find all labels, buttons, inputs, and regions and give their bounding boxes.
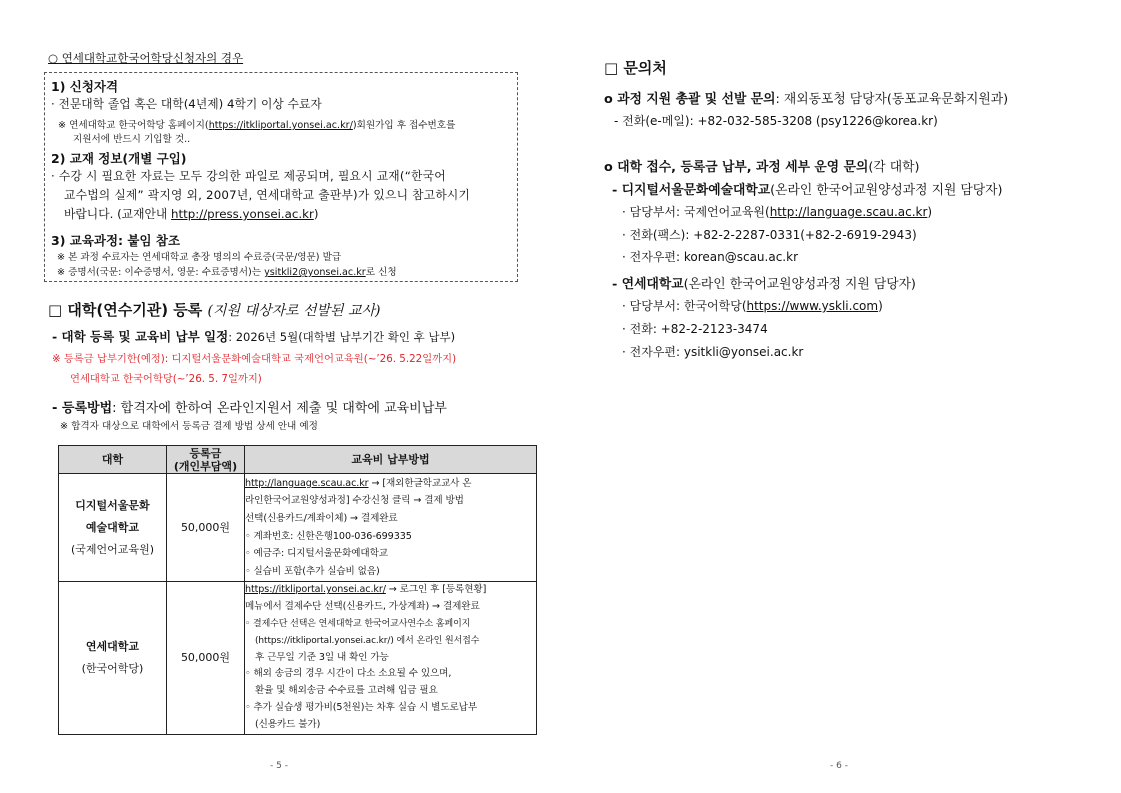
header-fee	[167, 446, 245, 474]
s1-title: 1) 신청자격	[51, 79, 119, 94]
s3-line-2a: ※ 증명서(국문: 이수증명서, 영문: 수료증명서)는	[57, 267, 265, 278]
header-univ: 대학	[59, 446, 167, 474]
contact-heading: □ 문의처	[604, 59, 667, 77]
yonsei-dept	[622, 297, 883, 314]
scau-name: - 디지털서울문화예술대학교	[612, 183, 771, 198]
header-fee-1: 등록금	[189, 446, 222, 460]
scau-dept-link[interactable]: http://language.scau.ac.kr	[769, 205, 928, 219]
method-text: ◦ 결제수단 선택은 연세대학교 한국어교사연수소 홈페이지	[245, 619, 471, 629]
scau-dept-b: )	[927, 205, 933, 219]
scau-role: (온라인 한국어교원양성과정 지원 담당자)	[770, 183, 1003, 198]
s2-line-3b: )	[313, 207, 319, 221]
reg-method-value: : 합격자에 한하여 온라인지원서 제출 및 대학에 교육비납부	[112, 401, 447, 416]
univ-cell	[59, 474, 167, 582]
method-text: ◦ 추가 실습생 평가비(5천원)는 차후 실습 시 별도로납부	[245, 701, 478, 713]
s3-line-1: ※ 본 과정 수료자는 연세대학교 총장 명의의 수료증(국문/영문) 발급	[57, 252, 342, 263]
case-heading: ○ 연세대학교한국어학당신청자의 경우	[48, 51, 244, 65]
yonsei-contact	[612, 273, 916, 292]
deadline-line-2: 연세대학교 한국어학당(~’26. 5. 7일까지)	[70, 373, 262, 385]
yonsei-email: · 전자우편: ysitkli@yonsei.ac.kr	[622, 345, 804, 359]
table-row	[59, 582, 537, 735]
yonsei-phone: · 전화: +82-2-2123-3474	[622, 322, 768, 336]
s2-line-1: · 수강 시 필요한 자료는 모두 강의한 파일로 제공되며, 필요시 교재(“한국어	[51, 169, 446, 183]
method-cell	[245, 474, 537, 582]
s2-line-3a: 바랍니다. (교재안내	[64, 207, 172, 221]
yonsei-dept-a: · 담당부서: 한국어학당(	[622, 299, 747, 313]
s1-note-b: )회원가입 후 접수번호를	[352, 120, 456, 131]
reg-heading-text: □ 대학(연수기관) 등록	[48, 301, 203, 319]
univ-name-1: 디지털서울문화	[75, 498, 150, 512]
q2	[604, 156, 919, 175]
page-number-right: - 6 -	[830, 761, 848, 771]
page-number-left: - 5 -	[270, 761, 288, 771]
univ-cell	[59, 582, 167, 735]
q1-contact: - 전화(e-메일): +82-032-585-3208 (psy1226@korea.kr)	[614, 114, 938, 128]
reg-heading-note: (지원 대상자로 선발된 교사)	[207, 303, 381, 319]
reg-schedule-value: : 2026년 5월(대학별 납부기간 확인 후 납부)	[228, 330, 456, 344]
reg-method-label: - 등록방법	[52, 401, 113, 416]
yonsei-dept-b: )	[878, 299, 883, 313]
s1-text: · 전문대학 졸업 혹은 대학(4년제) 4학기 이상 수료자	[51, 97, 322, 111]
q2-label: o 대학 접수, 등록금 납부, 과정 세부 운영 문의	[604, 160, 869, 175]
method-text: 후 근무일 기준 3일 내 확인 가능	[255, 651, 389, 663]
method-text: → [재외한글학교교사 온	[368, 477, 472, 489]
s2-title: 2) 교재 정보(개별 구입)	[51, 151, 187, 166]
univ-name-2: 예술대학교	[85, 520, 140, 534]
s1-note-a: ※ 연세대학교 한국어학당 홈페이지(	[58, 120, 209, 131]
practice-fee-note: ◦ 실습비 포함(추가 실습비 없음)	[245, 565, 380, 577]
fee-table	[58, 445, 537, 735]
reg-method-note: ※ 합격자 대상으로 대학에서 등록금 결제 방법 상세 안내 예정	[60, 421, 318, 432]
scau-dept	[622, 203, 932, 220]
scau-contact	[612, 179, 1002, 198]
reg-heading	[48, 299, 381, 320]
account-number: ◦ 계좌번호: 신한은행100-036-699335	[245, 530, 412, 542]
fee-cell: 50,000원	[167, 474, 245, 582]
table-row	[59, 474, 537, 582]
method-text: → 로그인 후 [등록현황]	[385, 584, 487, 596]
s2-line-3	[64, 205, 318, 222]
reg-schedule	[52, 327, 455, 345]
deadline-line-1: ※ 등록금 납부기한(예정): 디지털서울문화예술대학교 국제언어교육원(~’26. 5.22일까지)	[52, 353, 457, 365]
univ-sub: (국제언어교육원)	[71, 542, 154, 556]
s3-line-2b: 로 신청	[365, 267, 397, 278]
univ-sub: (한국어학당)	[81, 662, 144, 675]
reg-method	[52, 397, 447, 416]
yonsei-portal-link[interactable]: https://itkliportal.yonsei.ac.kr/	[208, 120, 353, 131]
yonsei-role: (온라인 한국어교원양성과정 지원 담당자)	[683, 277, 916, 292]
method-text: (신용카드 불가)	[255, 718, 321, 730]
scau-language-link[interactable]: http://language.scau.ac.kr	[245, 477, 369, 489]
yonsei-portal-link-2[interactable]: https://itkliportal.yonsei.ac.kr/	[245, 584, 386, 596]
scau-dept-a: · 담당부서: 국제언어교육원(	[622, 205, 770, 219]
scau-email: · 전자우편: korean@scau.ac.kr	[622, 250, 799, 264]
method-cell	[245, 582, 537, 735]
s3-line-2	[57, 264, 397, 278]
method-text: 선택(신용카드/계좌이체) → 결제완료	[245, 512, 398, 524]
method-text: 환율 및 해외송금 수수료를 고려해 입금 필요	[255, 685, 438, 697]
q1-label: o 과정 지원 총괄 및 선발 문의	[604, 92, 776, 107]
yskli-link[interactable]: https://www.yskli.com	[746, 299, 879, 313]
method-text: 라인한국어교원양성과정] 수강신청 클릭 → 결제 방법	[245, 495, 464, 507]
method-text: 메뉴에서 결제수단 선택(신용카드, 가상계좌) → 결제완료	[245, 601, 480, 613]
fee-cell: 50,000원	[167, 582, 245, 735]
press-link[interactable]: http://press.yonsei.ac.kr	[171, 207, 314, 221]
reg-schedule-label: - 대학 등록 및 교육비 납부 일정	[52, 329, 229, 344]
s3-title: 3) 교육과정: 붙임 참조	[51, 233, 181, 248]
s2-line-2: 교수법의 실제” 곽지영 외, 2007년, 연세대학교 출판부)가 있으니 참고하시기	[64, 188, 471, 202]
account-holder: ◦ 예금주: 디지털서울문화예대학교	[245, 548, 388, 560]
fee-table-header	[59, 446, 537, 474]
header-method: 교육비 납부방법	[245, 446, 537, 474]
yonsei-name: - 연세대학교	[612, 277, 684, 292]
univ-name-1: 연세대학교	[85, 640, 140, 653]
s1-note	[58, 117, 455, 131]
s1-note-c: 지원서에 반드시 기입할 것..	[73, 134, 191, 145]
method-text: ◦ 해외 송금의 경우 시간이 다소 소요될 수 있으며,	[245, 668, 452, 680]
yonsei-email-link[interactable]: ysitkli2@yonsei.ac.kr	[264, 267, 366, 278]
header-fee-2: (개인부담액)	[173, 459, 238, 473]
scau-phone: · 전화(팩스): +82-2-2287-0331(+82-2-6919-2943)	[622, 228, 917, 242]
q2-value: (각 대학)	[868, 160, 920, 175]
q1-value: : 재외동포청 담당자(동포교육문화지원과)	[775, 92, 1009, 107]
q1	[604, 88, 1008, 107]
method-text: (https://itkliportal.yonsei.ac.kr/) 에서 온라인 원서접수	[255, 635, 480, 646]
